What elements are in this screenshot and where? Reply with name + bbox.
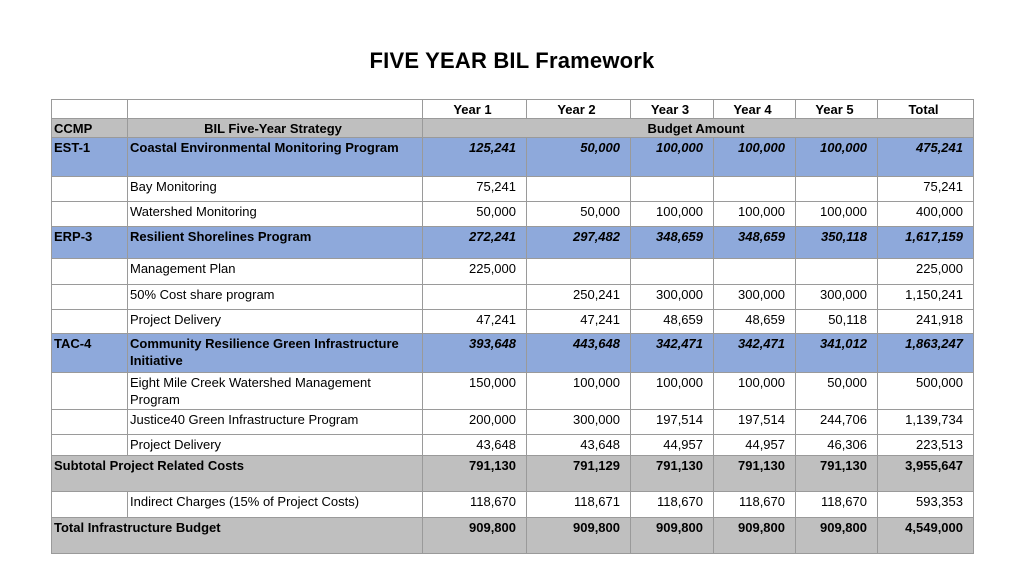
program-name: Community Resilience Green Infrastructure Initiative: [128, 334, 423, 373]
value-cell: [423, 285, 527, 310]
value-cell: 300,000: [631, 285, 714, 310]
value-cell: [631, 259, 714, 285]
value-cell: 48,659: [631, 310, 714, 334]
value-cell: 400,000: [878, 202, 974, 227]
value-cell: 909,800: [714, 518, 796, 554]
table-row: [52, 285, 974, 310]
value-cell: [714, 259, 796, 285]
item-name: Project Delivery: [128, 435, 423, 456]
value-cell: 791,130: [423, 456, 527, 492]
value-cell: 150,000: [423, 373, 527, 410]
value-cell: 791,130: [631, 456, 714, 492]
value-cell: 342,471: [714, 334, 796, 373]
blank-cell: [128, 100, 423, 119]
program-row-erp3: [52, 227, 974, 259]
value-cell: 225,000: [423, 259, 527, 285]
year-header: Year 3: [631, 100, 714, 119]
value-cell: 475,241: [878, 138, 974, 177]
year-header: Year 2: [527, 100, 631, 119]
value-cell: 244,706: [796, 410, 878, 435]
value-cell: 118,670: [796, 492, 878, 518]
item-name: Bay Monitoring: [128, 177, 423, 202]
value-cell: 50,118: [796, 310, 878, 334]
value-cell: 593,353: [878, 492, 974, 518]
value-cell: [527, 177, 631, 202]
budget-amount-header: Budget Amount: [423, 119, 974, 138]
value-cell: 500,000: [878, 373, 974, 410]
table-row: [52, 435, 974, 456]
item-name: Management Plan: [128, 259, 423, 285]
value-cell: 241,918: [878, 310, 974, 334]
value-cell: 50,000: [527, 202, 631, 227]
item-name: Indirect Charges (15% of Project Costs): [128, 492, 423, 518]
year-header: Year 4: [714, 100, 796, 119]
subtotal-row: [52, 456, 974, 492]
value-cell: 341,012: [796, 334, 878, 373]
year-header: Year 5: [796, 100, 878, 119]
page-title: FIVE YEAR BIL Framework: [369, 48, 655, 73]
value-cell: 3,955,647: [878, 456, 974, 492]
blank-cell: [52, 285, 128, 310]
blank-cell: [52, 259, 128, 285]
value-cell: 225,000: [878, 259, 974, 285]
item-name: Watershed Monitoring: [128, 202, 423, 227]
total-label: Total Infrastructure Budget: [52, 518, 423, 554]
value-cell: 118,670: [714, 492, 796, 518]
program-name: Coastal Environmental Monitoring Program: [128, 138, 423, 177]
item-name: Project Delivery: [128, 310, 423, 334]
value-cell: 50,000: [796, 373, 878, 410]
value-cell: 100,000: [796, 202, 878, 227]
ccmp-code: EST-1: [52, 138, 128, 177]
table-row: [52, 202, 974, 227]
budget-table: [51, 99, 974, 554]
value-cell: 118,671: [527, 492, 631, 518]
column-header-row: [52, 119, 974, 138]
value-cell: 393,648: [423, 334, 527, 373]
blank-cell: [52, 310, 128, 334]
value-cell: 1,139,734: [878, 410, 974, 435]
value-cell: 197,514: [631, 410, 714, 435]
program-name: Resilient Shorelines Program: [128, 227, 423, 259]
value-cell: 46,306: [796, 435, 878, 456]
year-header-row: [52, 100, 974, 119]
year-header: Year 1: [423, 100, 527, 119]
value-cell: [796, 177, 878, 202]
program-row-est1: [52, 138, 974, 177]
value-cell: 43,648: [527, 435, 631, 456]
value-cell: 909,800: [631, 518, 714, 554]
value-cell: 100,000: [714, 138, 796, 177]
table-row: [52, 259, 974, 285]
value-cell: 342,471: [631, 334, 714, 373]
value-cell: 297,482: [527, 227, 631, 259]
value-cell: 300,000: [527, 410, 631, 435]
blank-cell: [52, 177, 128, 202]
value-cell: 791,129: [527, 456, 631, 492]
item-name: Justice40 Green Infrastructure Program: [128, 410, 423, 435]
table-row: [52, 310, 974, 334]
program-row-tac4: [52, 334, 974, 373]
value-cell: 75,241: [423, 177, 527, 202]
value-cell: 75,241: [878, 177, 974, 202]
blank-cell: [52, 373, 128, 410]
value-cell: 125,241: [423, 138, 527, 177]
value-cell: 350,118: [796, 227, 878, 259]
value-cell: 1,150,241: [878, 285, 974, 310]
value-cell: 348,659: [714, 227, 796, 259]
value-cell: 47,241: [527, 310, 631, 334]
value-cell: 118,670: [631, 492, 714, 518]
total-row: [52, 518, 974, 554]
value-cell: 791,130: [796, 456, 878, 492]
value-cell: 272,241: [423, 227, 527, 259]
value-cell: 118,670: [423, 492, 527, 518]
item-name: Eight Mile Creek Watershed Management Program: [128, 373, 423, 410]
value-cell: 250,241: [527, 285, 631, 310]
ccmp-code: ERP-3: [52, 227, 128, 259]
value-cell: 100,000: [714, 202, 796, 227]
value-cell: 1,863,247: [878, 334, 974, 373]
value-cell: 197,514: [714, 410, 796, 435]
value-cell: [631, 177, 714, 202]
blank-cell: [52, 435, 128, 456]
value-cell: 47,241: [423, 310, 527, 334]
value-cell: 909,800: [423, 518, 527, 554]
value-cell: 100,000: [631, 138, 714, 177]
value-cell: 223,513: [878, 435, 974, 456]
year-header: Total: [878, 100, 974, 119]
value-cell: [796, 259, 878, 285]
ccmp-code: TAC-4: [52, 334, 128, 373]
value-cell: 100,000: [714, 373, 796, 410]
blank-cell: [52, 410, 128, 435]
value-cell: 48,659: [714, 310, 796, 334]
value-cell: 100,000: [631, 373, 714, 410]
table-row: [52, 410, 974, 435]
blank-cell: [52, 100, 128, 119]
value-cell: 909,800: [796, 518, 878, 554]
value-cell: 50,000: [527, 138, 631, 177]
value-cell: 44,957: [631, 435, 714, 456]
item-name: 50% Cost share program: [128, 285, 423, 310]
value-cell: 300,000: [714, 285, 796, 310]
ccmp-header: CCMP: [52, 119, 128, 138]
table-row: [52, 373, 974, 410]
blank-cell: [52, 202, 128, 227]
value-cell: 443,648: [527, 334, 631, 373]
table-row: [52, 492, 974, 518]
value-cell: [527, 259, 631, 285]
value-cell: 200,000: [423, 410, 527, 435]
table-row: [52, 177, 974, 202]
value-cell: [714, 177, 796, 202]
value-cell: 300,000: [796, 285, 878, 310]
value-cell: 50,000: [423, 202, 527, 227]
value-cell: 100,000: [527, 373, 631, 410]
value-cell: 4,549,000: [878, 518, 974, 554]
subtotal-label: Subtotal Project Related Costs: [52, 456, 423, 492]
value-cell: 100,000: [631, 202, 714, 227]
blank-cell: [52, 492, 128, 518]
value-cell: 791,130: [714, 456, 796, 492]
value-cell: 909,800: [527, 518, 631, 554]
value-cell: 43,648: [423, 435, 527, 456]
value-cell: 100,000: [796, 138, 878, 177]
value-cell: 1,617,159: [878, 227, 974, 259]
value-cell: 44,957: [714, 435, 796, 456]
value-cell: 348,659: [631, 227, 714, 259]
strategy-header: BIL Five-Year Strategy: [128, 119, 423, 138]
